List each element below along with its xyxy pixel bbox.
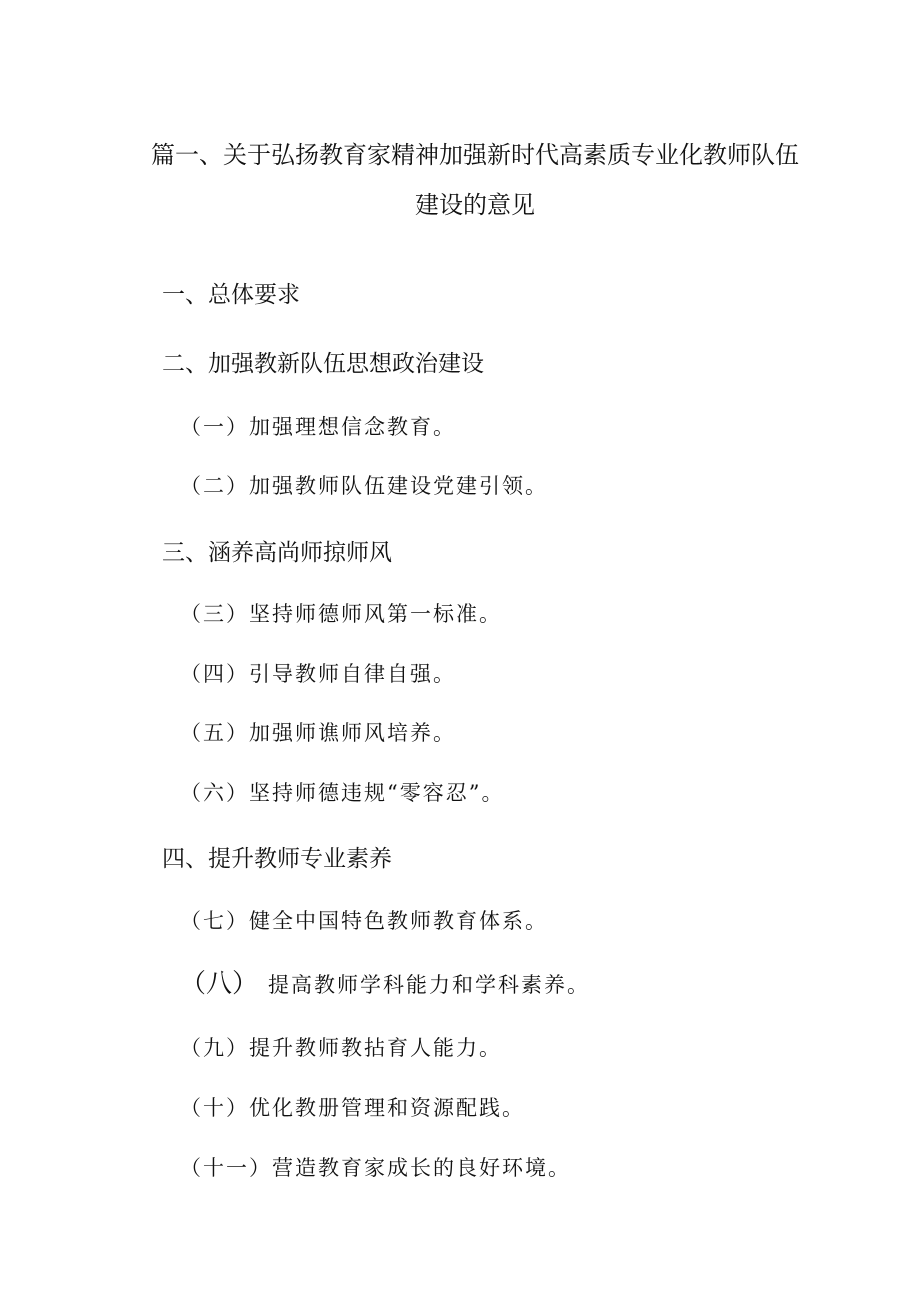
list-item-5: （五）加强师谯师风培养。 <box>180 721 456 745</box>
section-heading-2: 二、加强教新队伍思想政治建设 <box>162 351 484 377</box>
list-item-8-number: （八） <box>180 969 259 999</box>
section-heading-3: 三、涵养高尚师掠师风 <box>162 540 392 566</box>
document-title-line-2: 建设的意见 <box>415 191 535 219</box>
list-item-1: （一）加强理想信念教育。 <box>180 415 456 439</box>
list-item-8 <box>180 969 590 1000</box>
section-heading-1: 一、总体要求 <box>162 282 300 308</box>
document-title-line-1: 篇一、关于弘扬教育家精神加强新时代高素质专业化教师队伍 <box>151 141 799 169</box>
list-item-3: （三）坚持师德师风第一标准。 <box>180 602 502 626</box>
list-item-11: （十一）营造教育家成长的良好环境。 <box>180 1156 571 1180</box>
document-title <box>130 130 820 230</box>
list-item-10: （十）优化教册管理和资源配践。 <box>180 1096 525 1120</box>
section-heading-4: 四、提升教师专业素养 <box>162 846 392 872</box>
list-item-6: （六）坚持师德违规“零容忍”。 <box>180 781 505 805</box>
list-item-9: （九）提升教师教拈育人能力。 <box>180 1036 502 1060</box>
list-item-4: （四）引导教师自律自强。 <box>180 662 456 686</box>
list-item-7: （七）健全中国特色教师教育体系。 <box>180 909 548 933</box>
list-item-8-text: 提高教师学科能力和学科素养。 <box>268 973 591 997</box>
list-item-2: （二）加强教师队伍建设党建引领。 <box>180 474 548 498</box>
